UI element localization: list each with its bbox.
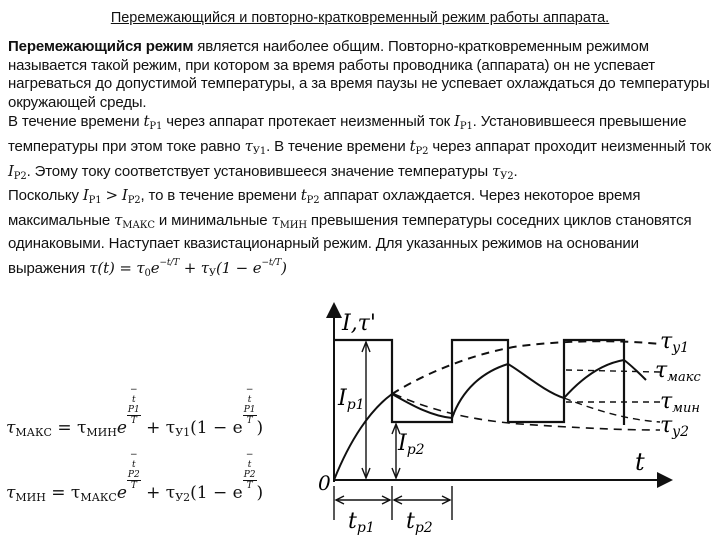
sym-tp2-b: $t_{Р2}$ — [300, 186, 320, 207]
p2-c: . Установившееся превышение температуры при этом токе равно — [8, 113, 687, 155]
p3-b: , то в течение времени — [140, 187, 301, 205]
sym-gt: > — [105, 186, 118, 205]
p2-g: . — [513, 162, 518, 180]
ip2-label: Ip2 — [398, 431, 425, 458]
p3-c: аппарат охлаждается. Через некоторое время максимальные — [8, 187, 641, 229]
p2-b: через аппарат протекает неизменный ток — [162, 113, 455, 131]
tp2-label: tp2 — [406, 509, 433, 536]
p2-e: через аппарат проходит неизменный ток — [428, 137, 711, 155]
term-bold: Перемежающийся режим — [8, 38, 194, 55]
main-formula: $\tau(t) = \tau_0e^{-t/T} + \tau_У(1 - e^{-t/T})$ — [89, 257, 287, 279]
sym-tp1: $t_{Р1}$ — [143, 112, 163, 133]
p2-d: . В течение времени — [266, 137, 410, 155]
p2-a: В течение времени — [8, 113, 144, 131]
sym-Ip2: $I_{Р2}$ — [8, 161, 27, 182]
tau-min-label: τмин — [660, 389, 700, 416]
tau-y2-label: τy2 — [660, 413, 689, 440]
tau-y1-label: τy1 — [660, 329, 689, 356]
origin-label: 0 — [318, 471, 331, 495]
sym-Ip1-b: $I_{Р1}$ — [82, 186, 102, 207]
slide-title: Перемежающийся и повторно-кратковременный режим работы аппарата. — [110, 10, 610, 26]
sym-tau-y2: $\tau_{У2}$ — [492, 161, 514, 182]
formula-tau-maks: $\tau_{МАКС} = \tau_{МИН}e$ − t Р1 T + $\tau_{У1}(1 - e$ − t Р1 T ) — [6, 385, 264, 439]
tp1-label: tp1 — [348, 509, 375, 536]
sym-tau-y1: $\tau_{У1}$ — [244, 136, 267, 157]
p2-f: . Этому току соответствует установившееся значение температуры — [26, 162, 493, 180]
p3-a: Поскольку — [8, 187, 83, 205]
sym-Ip1: $I_{Р1}$ — [454, 112, 473, 133]
p3-d: и минимальные — [154, 211, 272, 229]
sym-tau-maks: $\tau_{МАКС}$ — [114, 210, 155, 231]
y-axis-label: I,τ' — [342, 311, 376, 336]
sym-tp2: $t_{Р2}$ — [409, 136, 429, 157]
x-axis-label: t — [635, 448, 645, 476]
p1-text: является наиболее общим. Повторно-кратковременным режимом называется такой режим, при котором за время работы проводника (аппарата) он не успевает нагреваться до допустимой температуры, а за время паузы не успевает охлаждаться до температуры окружающей среды. — [8, 38, 710, 111]
formula-tau-min: $\tau_{МИН} = \tau_{МАКС}e$ − t Р2 T + $\tau_{У2}(1 - e$ − t Р2 T ) — [6, 450, 264, 504]
sym-tau-min: $\tau_{МИН}$ — [271, 210, 307, 231]
tau-maks-label: τмакс — [655, 358, 701, 385]
tau-y1-asymptote — [392, 341, 660, 394]
p3-e: превышения температуры соседних циклов становятся одинаковыми. Наступает квазистационарный режим. Для указанных режимов на основании выражения — [8, 211, 692, 277]
ip1-label: Ip1 — [338, 386, 365, 413]
sym-Ip2-b: $I_{Р2}$ — [121, 186, 141, 207]
tau-maks-level — [566, 370, 660, 372]
tau-y2-asymptote — [394, 394, 660, 430]
